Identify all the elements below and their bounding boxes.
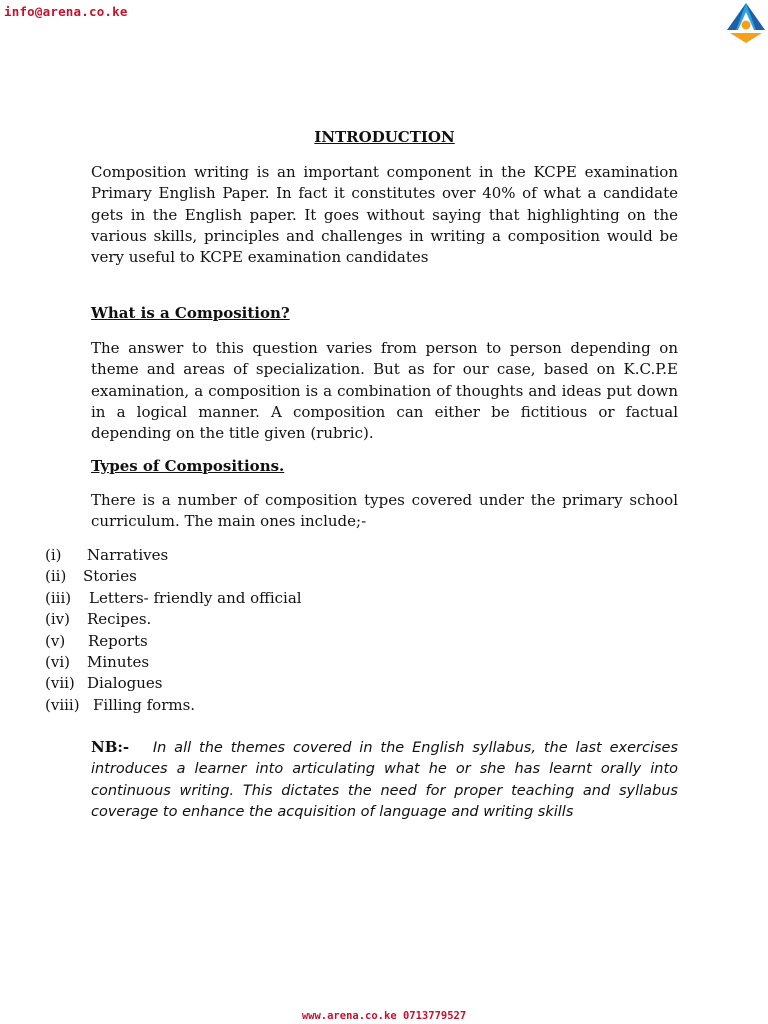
- section-heading-what-is-composition: What is a Composition?: [91, 304, 290, 322]
- what-is-composition-paragraph: The answer to this question varies from person to person depending on theme and areas of specialization. But as for our case, based on K.C.P.E examination, a composition is a combination of thoughts and ideas put down in a logical manner. A composition can either be fictitious or factual depending on the title given (rubric).: [91, 339, 678, 443]
- footer-contact: www.arena.co.ke 0713779527: [301, 1010, 467, 1022]
- list-item: (i) Narratives: [45, 546, 169, 564]
- section-heading-types: Types of Compositions.: [91, 457, 285, 475]
- intro-paragraph: Composition writing is an important component in the KCPE examination Primary English Paper. In fact it constitutes over 40% of what a candidate gets in the English paper. It goes without saying that highlighting on the various skills, principles and challenges in writing a composition would be very useful to KCPE examination candidates: [91, 163, 678, 267]
- page-title: INTRODUCTION: [314, 128, 455, 146]
- header-email: info@arena.co.ke: [4, 4, 128, 19]
- composition-types-list: [45, 545, 302, 716]
- list-item: (ii) Stories: [45, 567, 137, 586]
- list-item: (vii) Dialogues: [45, 674, 163, 693]
- nb-note: [91, 737, 678, 823]
- types-intro-paragraph: There is a number of composition types covered under the primary school curriculum. The main ones include;-: [91, 491, 678, 531]
- list-item: (vi) Minutes: [45, 652, 150, 671]
- list-item: (iii) Letters- friendly and official: [45, 588, 302, 607]
- nb-text: In all the themes covered in the English syllabus, the last exercises introduces a learner into articulating what he or she has learnt orally into continuous writing. This dictates the need for proper teaching and syllabus coverage to enhance the acquisition of language and writing skills: [91, 740, 679, 820]
- list-item: (v) Reports: [45, 631, 148, 650]
- document-body: [91, 0, 678, 1000]
- list-item: (viii) Filling forms.: [45, 695, 196, 714]
- arena-pyramid-logo: [724, 0, 768, 44]
- nb-label: NB:-: [91, 738, 130, 756]
- list-item: (iv) Recipes.: [45, 610, 152, 629]
